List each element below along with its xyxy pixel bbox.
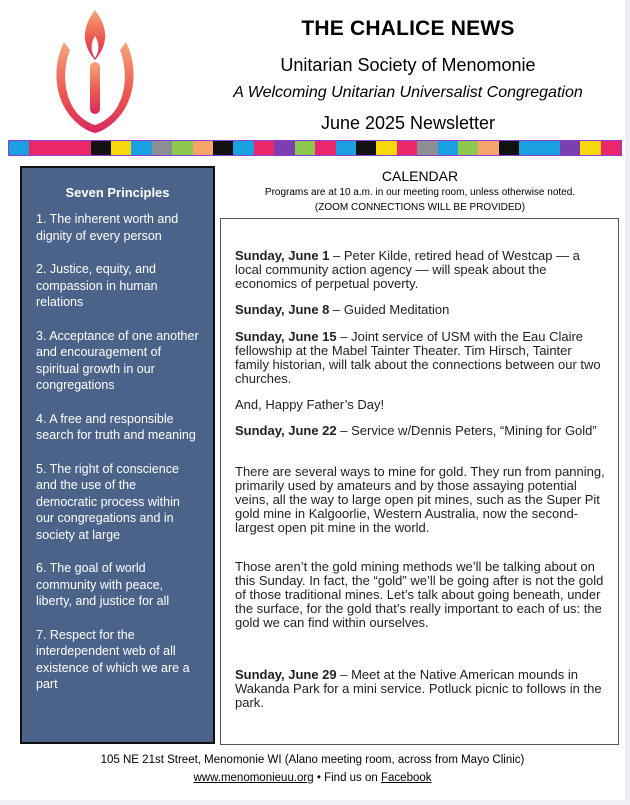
footer-address: 105 NE 21st Street, Menomonie WI (Alano meeting room, across from Mayo Clinic) [100, 754, 525, 766]
event-text: – Meet at the Native American mounds in Wakanda Park for a mini service. Potluck picnic to follows in the park. [235, 667, 602, 710]
event-date: Sunday, June 1 [235, 248, 330, 263]
calendar-event [235, 303, 605, 317]
principle-item: 3. Acceptance of one another and encouragement of spiritual growth in our congregations [36, 328, 199, 392]
principle-item: 1. The inherent worth and dignity of every person [36, 212, 179, 243]
event-date: Sunday, June 22 [235, 423, 337, 438]
find-us-text: Find us on [324, 772, 378, 784]
event-text: – Service w/Dennis Peters, “Mining for Gold” [336, 423, 597, 438]
event-date: Sunday, June 29 [235, 667, 337, 682]
stripe-segment [315, 141, 335, 155]
stripe-segment [91, 141, 111, 155]
principle-item: 7. Respect for the interdependent web of all existence of which we are a part [36, 627, 190, 691]
stripe-segment [274, 141, 294, 155]
principle-item: 2. Justice, equity, and compassion in human relations [36, 262, 158, 309]
stripe-segment [193, 141, 213, 155]
stripe-segment [560, 141, 580, 155]
stripe-segment [478, 141, 498, 155]
newsletter-title: THE CHALICE NEWS [301, 17, 515, 40]
stripe-segment [540, 141, 560, 155]
calendar-note-line [235, 398, 605, 412]
stripe-segment [499, 141, 519, 155]
stripe-segment [356, 141, 376, 155]
stripe-segment [417, 141, 437, 155]
stripe-segment [295, 141, 315, 155]
principle-item: 6. The goal of world community with peace, liberty, and justice for all [36, 561, 170, 608]
calendar-event [235, 330, 605, 386]
event-date: Sunday, June 15 [235, 329, 337, 344]
event-date: Sunday, June 8 [235, 302, 330, 317]
event-description [235, 465, 605, 535]
tagline: A Welcoming Unitarian Universalist Congregation [233, 84, 583, 101]
calendar-note: Programs are at 10 a.m. in our meeting room, unless otherwise noted. [264, 187, 576, 198]
stripe-segment [580, 141, 600, 155]
event-description [235, 560, 605, 630]
footer-links [0, 772, 625, 784]
event-text: And, Happy Father’s Day! [235, 397, 385, 412]
stripe-segment [376, 141, 396, 155]
event-text: – Joint service of USM with the Eau Claire fellowship at the Mabel Tainter Theater. Tim Hirsch, Tainter family historian, will talk about the connections between our two churches. [235, 329, 601, 386]
facebook-link[interactable]: Facebook [381, 772, 432, 784]
stripe-segment [50, 141, 70, 155]
principle-item: 4. A free and responsible search for truth and meaning [36, 411, 196, 442]
stripe-segment [233, 141, 253, 155]
event-text: – Peter Kilde, retired head of Westcap — a local community action agency — will speak about the economics of perpetual poverty. [235, 248, 580, 291]
event-text: Those aren’t the gold mining methods we’ll be talking about on this Sunday. In fact, the “gold” we’ll be going after is not the gold of those traditional mines. Let’s talk about going beneath, under the surface, for the gold that’s really important to each of us: the gold we can find within ourselves. [235, 559, 604, 630]
calendar-event [235, 424, 605, 438]
issue-label: June 2025 Newsletter [320, 113, 496, 133]
stripe-segment [213, 141, 233, 155]
zoom-note: (ZOOM CONNECTIONS WILL BE PROVIDED) [314, 202, 526, 213]
sidebar-heading: Seven Principles [65, 185, 170, 200]
stripe-segment [131, 141, 151, 155]
calendar-event [235, 668, 605, 710]
calendar-heading: CALENDAR [381, 168, 459, 184]
footer-separator: • [316, 772, 321, 784]
event-text: There are several ways to mine for gold. They run from panning, primarily used by amateurs and by those assaying potential veins, all the way to large open pit mines, such as the Super Pit gold mine in Kalgoorlie, Western Australia, now the second-largest open pit mine in the world. [235, 464, 605, 535]
chalice-icon [50, 6, 140, 140]
stripe-segment [336, 141, 356, 155]
stripe-segment [254, 141, 274, 155]
principle-item: 5. The right of conscience and the use of the democratic process within our congregations and in society at large [36, 461, 180, 542]
stripe-segment [397, 141, 417, 155]
org-name: Unitarian Society of Menomonie [280, 55, 536, 75]
stripe-segment [519, 141, 539, 155]
seven-principles-sidebar [20, 166, 215, 744]
stripe-segment [152, 141, 172, 155]
stripe-segment [29, 141, 49, 155]
stripe-segment [172, 141, 192, 155]
website-link[interactable]: www.menomonieuu.org [193, 772, 314, 784]
stripe-segment [601, 141, 621, 155]
calendar-event [235, 249, 605, 291]
stripe-segment [458, 141, 478, 155]
decorative-color-stripe [8, 140, 622, 156]
stripe-segment [70, 141, 90, 155]
event-text: – Guided Meditation [329, 302, 450, 317]
stripe-segment [9, 141, 29, 155]
stripe-segment [111, 141, 131, 155]
stripe-segment [438, 141, 458, 155]
